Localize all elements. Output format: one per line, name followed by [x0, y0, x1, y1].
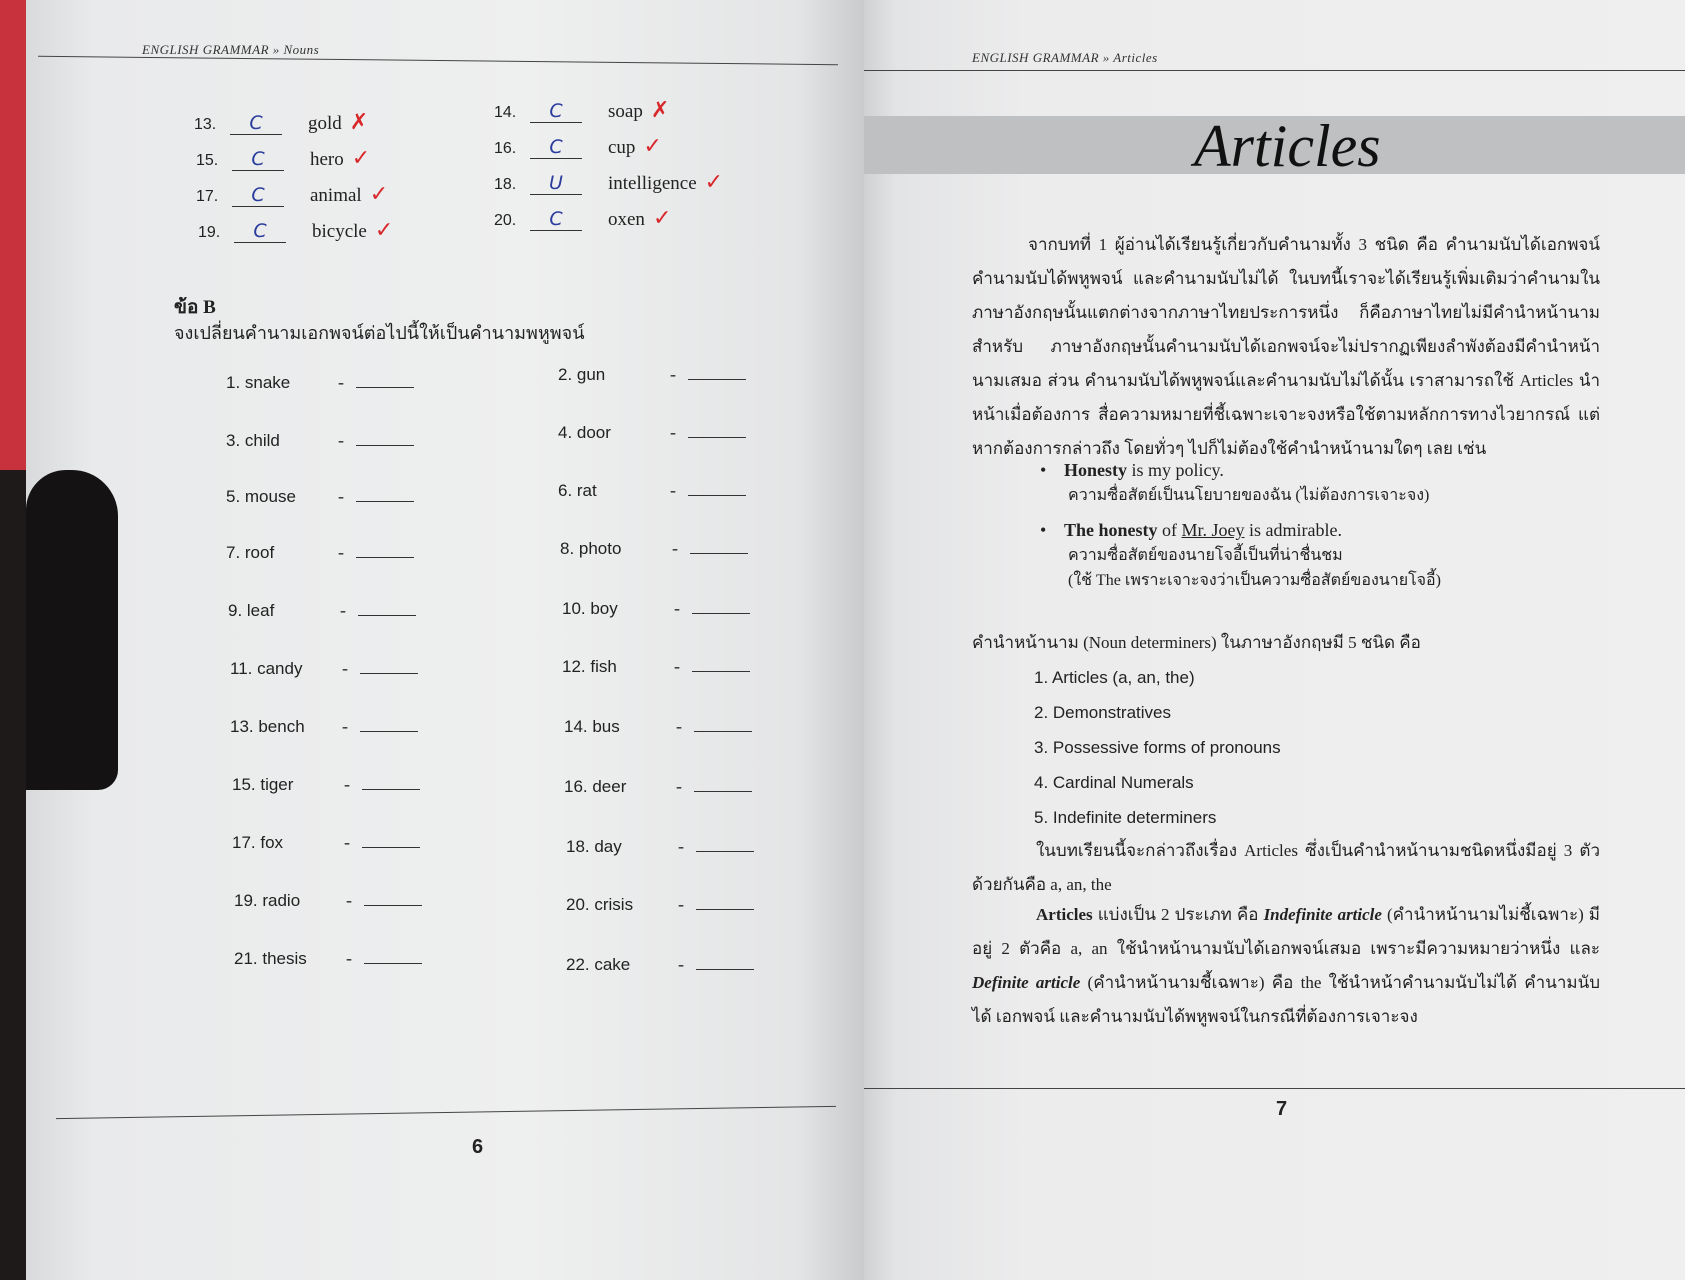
exercise-b-item: 21. thesis -	[234, 948, 422, 969]
running-head-left: ENGLISH GRAMMAR » Nouns	[142, 42, 320, 57]
check-mark-icon: ✓	[369, 182, 389, 207]
exercise-b-item: 17. fox -	[232, 832, 420, 853]
handwritten-answer: C	[234, 220, 286, 243]
answer-blank	[356, 386, 414, 388]
exercise-a-item: 14. C soap ✗	[494, 98, 670, 123]
header-rule-left	[38, 56, 838, 65]
answer-blank	[688, 494, 746, 496]
chapter-title: Articles	[1194, 113, 1381, 179]
exercise-a-item: 16. C cup ✓	[494, 134, 662, 159]
exercise-b-item: 22. cake -	[566, 954, 754, 975]
exercise-b-item: 14. bus -	[564, 716, 752, 737]
answer-blank	[360, 672, 418, 674]
page-number-right: 7	[1276, 1098, 1288, 1120]
answer-blank	[364, 962, 422, 964]
exercise-a-item: 18. U intelligence ✓	[494, 170, 724, 195]
footer-rule-right	[864, 1088, 1685, 1089]
bullet-icon: •	[1040, 520, 1047, 540]
check-mark-icon: ✓	[704, 170, 724, 195]
check-mark-icon: ✓	[351, 146, 371, 171]
exercise-b-item: 6. rat -	[558, 480, 746, 501]
answer-blank	[358, 614, 416, 616]
answer-blank	[696, 968, 754, 970]
bullet-icon: •	[1040, 460, 1047, 480]
exercise-b-item: 7. roof -	[226, 542, 414, 563]
page-number-left: 6	[472, 1136, 484, 1158]
exercise-b-item: 15. tiger -	[232, 774, 420, 795]
articles-paragraph: ในบทเรียนนี้จะกล่าวถึงเรื่อง Articles ซึ่งเป็นคำนำหน้านามชนิดหนึ่งมีอยู่ 3 ตัว ด้วยกันคือ a, an, the	[972, 841, 1600, 894]
left-page	[26, 0, 864, 1280]
cross-mark-icon: ✗	[349, 110, 369, 135]
answer-blank	[362, 788, 420, 790]
determiner-item: 4. Cardinal Numerals	[1034, 773, 1194, 792]
check-mark-icon: ✓	[652, 206, 672, 231]
exercise-b-item: 10. boy -	[562, 598, 750, 619]
answer-blank	[356, 444, 414, 446]
handwritten-answer: C	[530, 136, 582, 159]
answer-blank	[360, 730, 418, 732]
example-1: • Honesty is my policy. ความซื่อสัตย์เป็นนโยบายของฉัน (ไม่ต้องการเจาะจง)	[1040, 460, 1430, 504]
cross-mark-icon: ✗	[650, 98, 670, 123]
handwritten-answer: C	[232, 184, 284, 207]
running-head-right: ENGLISH GRAMMAR » Articles	[972, 50, 1158, 65]
exercise-b-item: 3. child -	[226, 430, 414, 451]
answer-blank	[364, 904, 422, 906]
header-rule-right	[864, 70, 1685, 71]
determiner-item: 5. Indefinite determiners	[1034, 808, 1217, 827]
handwritten-answer: C	[530, 208, 582, 231]
exercise-b-item: 2. gun -	[558, 364, 746, 385]
determiner-item: 1. Articles (a, an, the)	[1034, 668, 1195, 687]
right-page	[864, 0, 1685, 1280]
exercise-b-item: 5. mouse -	[226, 486, 414, 507]
check-mark-icon: ✓	[643, 134, 662, 159]
determiner-item: 2. Demonstratives	[1034, 703, 1171, 722]
exercise-a-item: 19. C bicycle ✓	[198, 218, 394, 243]
example-2: • The honesty of Mr. Joey is admirable. ความซื่อสัตย์ของนายโจอี้เป็นที่น่าชื่นชม (ใช้ The เพราะเจาะจงว่าเป็นความซื่อสัตย์ของนายโจอี้)	[1040, 520, 1441, 589]
answer-blank	[696, 908, 754, 910]
exercise-b-item: 13. bench -	[230, 716, 418, 737]
answer-blank	[690, 552, 748, 554]
exercise-a-item: 13. C gold ✗	[194, 110, 369, 135]
exercise-b-item: 11. candy -	[230, 658, 418, 679]
handwritten-answer: C	[232, 148, 284, 171]
handwritten-answer: C	[230, 112, 282, 135]
exercise-b-item: 12. fish -	[562, 656, 750, 677]
exercise-a-item: 20. C oxen ✓	[494, 206, 672, 231]
exercise-a-item: 17. C animal ✓	[196, 182, 389, 207]
exercise-b-item: 20. crisis -	[566, 894, 754, 915]
answer-blank	[688, 378, 746, 380]
exercise-b-item: 18. day -	[566, 836, 754, 857]
answer-blank	[696, 850, 754, 852]
bookmark	[26, 470, 118, 790]
check-mark-icon: ✓	[374, 218, 394, 243]
handwritten-answer: U	[530, 172, 582, 195]
exercise-b-item: 19. radio -	[234, 890, 422, 911]
exercise-b-item: 1. snake -	[226, 372, 414, 393]
answer-blank	[362, 846, 420, 848]
answer-blank	[688, 436, 746, 438]
answer-blank	[356, 500, 414, 502]
articles-types-paragraph: Articles แบ่งเป็น 2 ประเภท คือ Indefinite article (คำนำหน้านามไม่ชี้เฉพาะ) มีอยู่ 2 ตัวคือ a, an ใช้นำหน้านามนับได้เอกพจน์เสมอ เพราะมีความหมายว่าหนึ่ง และ Definite article (คำนำหน้านามชี้เฉพาะ) คือ the ใช้นำหน้าคำนามนับไม่ได้ คำนามนับได้ เอกพจน์ และคำนามนับได้พหูพจน์ในกรณีที่ต้องการเจาะจง	[972, 905, 1601, 1026]
determiner-item: 3. Possessive forms of pronouns	[1034, 738, 1281, 757]
handwritten-answer: C	[530, 100, 582, 123]
section-b-instruction: จงเปลี่ยนคำนามเอกพจน์ต่อไปนี้ให้เป็นคำนามพหูพจน์	[174, 323, 585, 343]
exercise-b-item: 8. photo -	[560, 538, 748, 559]
exercise-a-item: 15. C hero ✓	[196, 146, 371, 171]
determiners-intro: คำนำหน้านาม (Noun determiners) ในภาษาอังกฤษมี 5 ชนิด คือ	[972, 633, 1421, 652]
answer-blank	[692, 612, 750, 614]
exercise-b-item: 9. leaf -	[228, 600, 416, 621]
exercise-b-item: 4. door -	[558, 422, 746, 443]
answer-blank	[356, 556, 414, 558]
answer-blank	[694, 790, 752, 792]
exercise-b-item: 16. deer -	[564, 776, 752, 797]
answer-blank	[694, 730, 752, 732]
intro-paragraph: จากบทที่ 1 ผู้อ่านได้เรียนรู้เกี่ยวกับคำนามทั้ง 3 ชนิด คือ คำนามนับได้เอกพจน์ คำนามนับได้พหูพจน์ และคำนามนับไม่ได้ ในบทนี้เราจะได้เรียนรู้เพิ่มเติมว่าคำนามใน ภาษาอังกฤษนั้นแตกต่างจากภาษาไทยประการหนึ่ง ก็คือภาษาไทยไม่มีคำนำหน้านาม สำหรับ ภาษาอังกฤษนั้นคำนามนับได้เอกพจน์จะไม่ปรากฏเพียงลำพังต้องมีคำนำหน้านามเสมอ ส่วน คำนามนับได้พหูพจน์และคำนามนับไม่ได้นั้น เราสามารถใช้ Articles นำหน้าเมื่อต้องการ สื่อความหมายที่ชี้เฉพาะเจาะจงหรือใช้ตามหลักการทางไวยากรณ์ แต่หากต้องการกล่าวถึง โดยทั่วๆ ไปก็ไม่ต้องใช้คำนำหน้านามใดๆ เลย เช่น	[972, 235, 1600, 458]
answer-blank	[692, 670, 750, 672]
section-b-title: ข้อ B	[174, 297, 216, 318]
footer-rule-left	[56, 1106, 836, 1119]
